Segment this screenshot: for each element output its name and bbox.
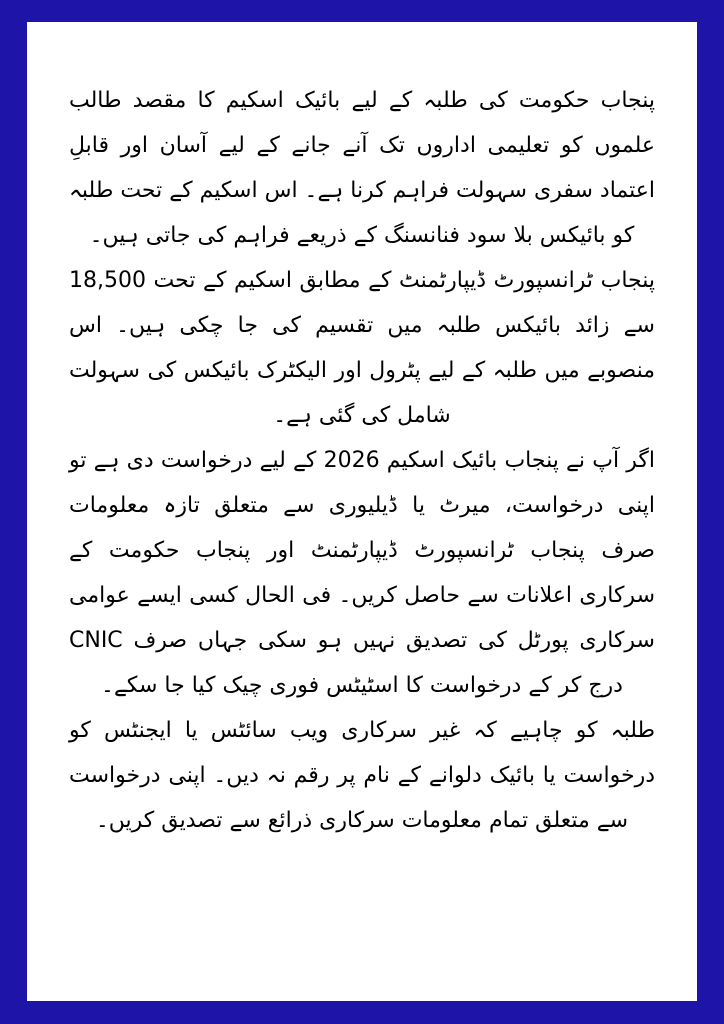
paragraph-3: اگر آپ نے پنجاب بائیک اسکیم 2026 کے لیے درخواست دی ہے تو اپنی درخواست، میرٹ یا ڈیلیوری سے متعلق تازہ معلومات صرف پنجاب ٹرانسپورٹ ڈیپارٹمنٹ اور پنجاب حکومت کے سرکاری اعلانات سے حاصل کریں۔ فی الحال کسی ایسے عوامی سرکاری پورٹل کی تصدیق نہیں ہو سکی جہاں صرف CNIC درج کر کے درخواست کا اسٹیٹس فوری چیک کیا جا سکے۔ <box>69 448 655 698</box>
paragraph-2: پنجاب ٹرانسپورٹ ڈیپارٹمنٹ کے مطابق اسکیم کے تحت 18,500 سے زائد بائیکس طلبہ میں تقسیم کی جا چکی ہیں۔ اس منصوبے میں طلبہ کے لیے پٹرول اور الیکٹرک بائیکس کی سہولت شامل کی گئی ہے۔ <box>69 268 655 428</box>
document-page <box>27 22 697 1001</box>
paragraph-1: پنجاب حکومت کی طلبہ کے لیے بائیک اسکیم کا مقصد طالب علموں کو تعلیمی اداروں تک آنے جانے کے لیے آسان اور قابلِ اعتماد سفری سہولت فراہم کرنا ہے۔ اس اسکیم کے تحت طلبہ کو بائیکس بلا سود فنانسنگ کے ذریعے فراہم کی جاتی ہیں۔ <box>69 88 655 248</box>
paragraph-4: طلبہ کو چاہیے کہ غیر سرکاری ویب سائٹس یا ایجنٹس کو درخواست یا بائیک دلوانے کے نام پر رقم نہ دیں۔ اپنی درخواست سے متعلق تمام معلومات سرکاری ذرائع سے تصدیق کریں۔ <box>69 718 655 833</box>
